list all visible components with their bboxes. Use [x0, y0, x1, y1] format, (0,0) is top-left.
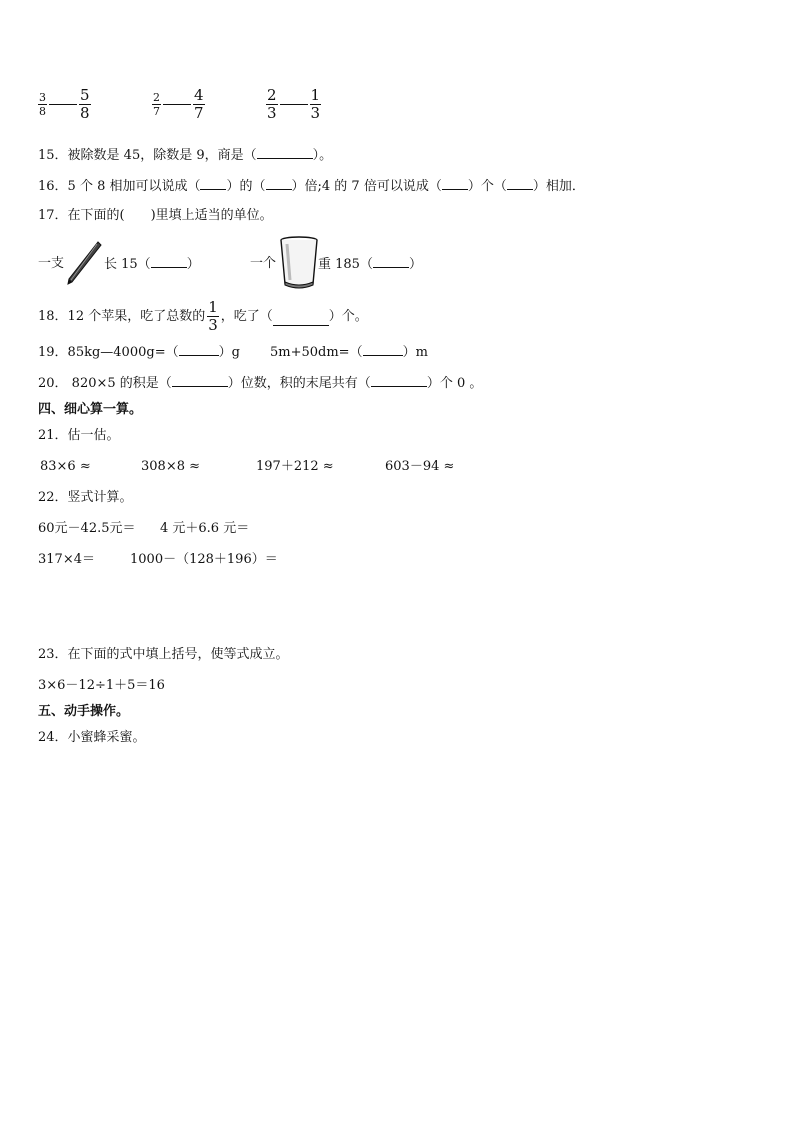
cup-icon — [279, 236, 319, 290]
question-24-title: 24．小蜜蜂采蜜。 — [38, 730, 146, 745]
fraction-compare-1 — [38, 88, 91, 121]
question-15: 15．被除数是 45，除数是 9，商是（ ）。 — [38, 148, 333, 163]
answer-blank[interactable] — [371, 374, 427, 387]
fraction: $\frac{5}{8}$ — [80, 86, 90, 122]
fraction: $\frac{2}{3}$ — [267, 86, 277, 122]
answer-blank[interactable] — [507, 177, 533, 190]
pen-prefix: 一支 — [38, 256, 65, 271]
compare-blank — [163, 104, 191, 105]
answer-blank[interactable] — [266, 177, 292, 190]
answer-blank[interactable] — [172, 374, 228, 387]
estimate-item: 308×8 ≈ — [141, 459, 201, 474]
compare-blank — [280, 104, 308, 105]
answer-blank[interactable] — [363, 343, 403, 356]
answer-blank[interactable] — [179, 343, 219, 356]
estimate-item: 83×6 ≈ — [40, 459, 91, 474]
answer-blank[interactable] — [151, 255, 187, 268]
vertical-calc-item: 60元－42.5元＝ — [38, 521, 136, 536]
question-20: 20． 820×5 的积是（ ）位数，积的末尾共有（ ）个 0 。 — [38, 376, 483, 391]
question-19-part-b: 5m+50dm=（ ）m — [270, 345, 428, 360]
answer-blank[interactable] — [442, 177, 468, 190]
cup-weight: 重 185（ ） — [318, 257, 422, 272]
estimate-item: 603－94 ≈ — [385, 459, 455, 474]
answer-blank[interactable] — [373, 255, 409, 268]
fraction: $\frac{1}{3}$ — [208, 298, 218, 334]
fraction: $\frac{1}{3}$ — [310, 86, 321, 122]
compare-blank — [49, 104, 77, 105]
pen-length: 长 15（ ） — [104, 257, 200, 272]
question-18: 18．12 个苹果，吃了总数的 $\frac{1}{3}$ ，吃了（ ）个。 — [38, 298, 368, 334]
fraction-compare-3 — [266, 88, 321, 121]
cup-prefix: 一个 — [250, 256, 277, 271]
fraction: $\frac{3}{8}$ — [39, 91, 46, 118]
fraction: $\frac{2}{7}$ — [153, 91, 160, 118]
fraction: $\frac{4}{7}$ — [194, 86, 204, 122]
answer-blank[interactable] — [257, 146, 313, 159]
question-22-title: 22．竖式计算。 — [38, 490, 133, 505]
vertical-calc-item: 4 元＋6.6 元＝ — [160, 521, 250, 536]
question-17-title: 17．在下面的( )里填上适当的单位。 — [38, 208, 273, 223]
section-heading-4: 四、细心算一算。 — [38, 402, 143, 417]
question-19: 19．85kg—4000g=（ ）g — [38, 345, 240, 360]
question-23-expression: 3×6－12÷1＋5＝16 — [38, 678, 165, 693]
section-heading-5: 五、动手操作。 — [38, 704, 130, 719]
vertical-calc-item: 1000－（128＋196）＝ — [130, 552, 278, 567]
vertical-calc-item: 317×4＝ — [38, 552, 95, 567]
question-16: 16．5 个 8 相加可以说成（ ）的（ ）倍;4 的 7 倍可以说成（ ）个（ ）相加． — [38, 179, 585, 194]
question-23-title: 23．在下面的式中填上括号，使等式成立。 — [38, 647, 289, 662]
fraction-compare-2 — [152, 88, 205, 121]
answer-blank[interactable] — [273, 313, 329, 326]
question-21-title: 21．估一估。 — [38, 428, 120, 443]
pencil-icon — [64, 240, 102, 288]
answer-blank[interactable] — [200, 177, 226, 190]
estimate-item: 197＋212 ≈ — [256, 459, 334, 474]
